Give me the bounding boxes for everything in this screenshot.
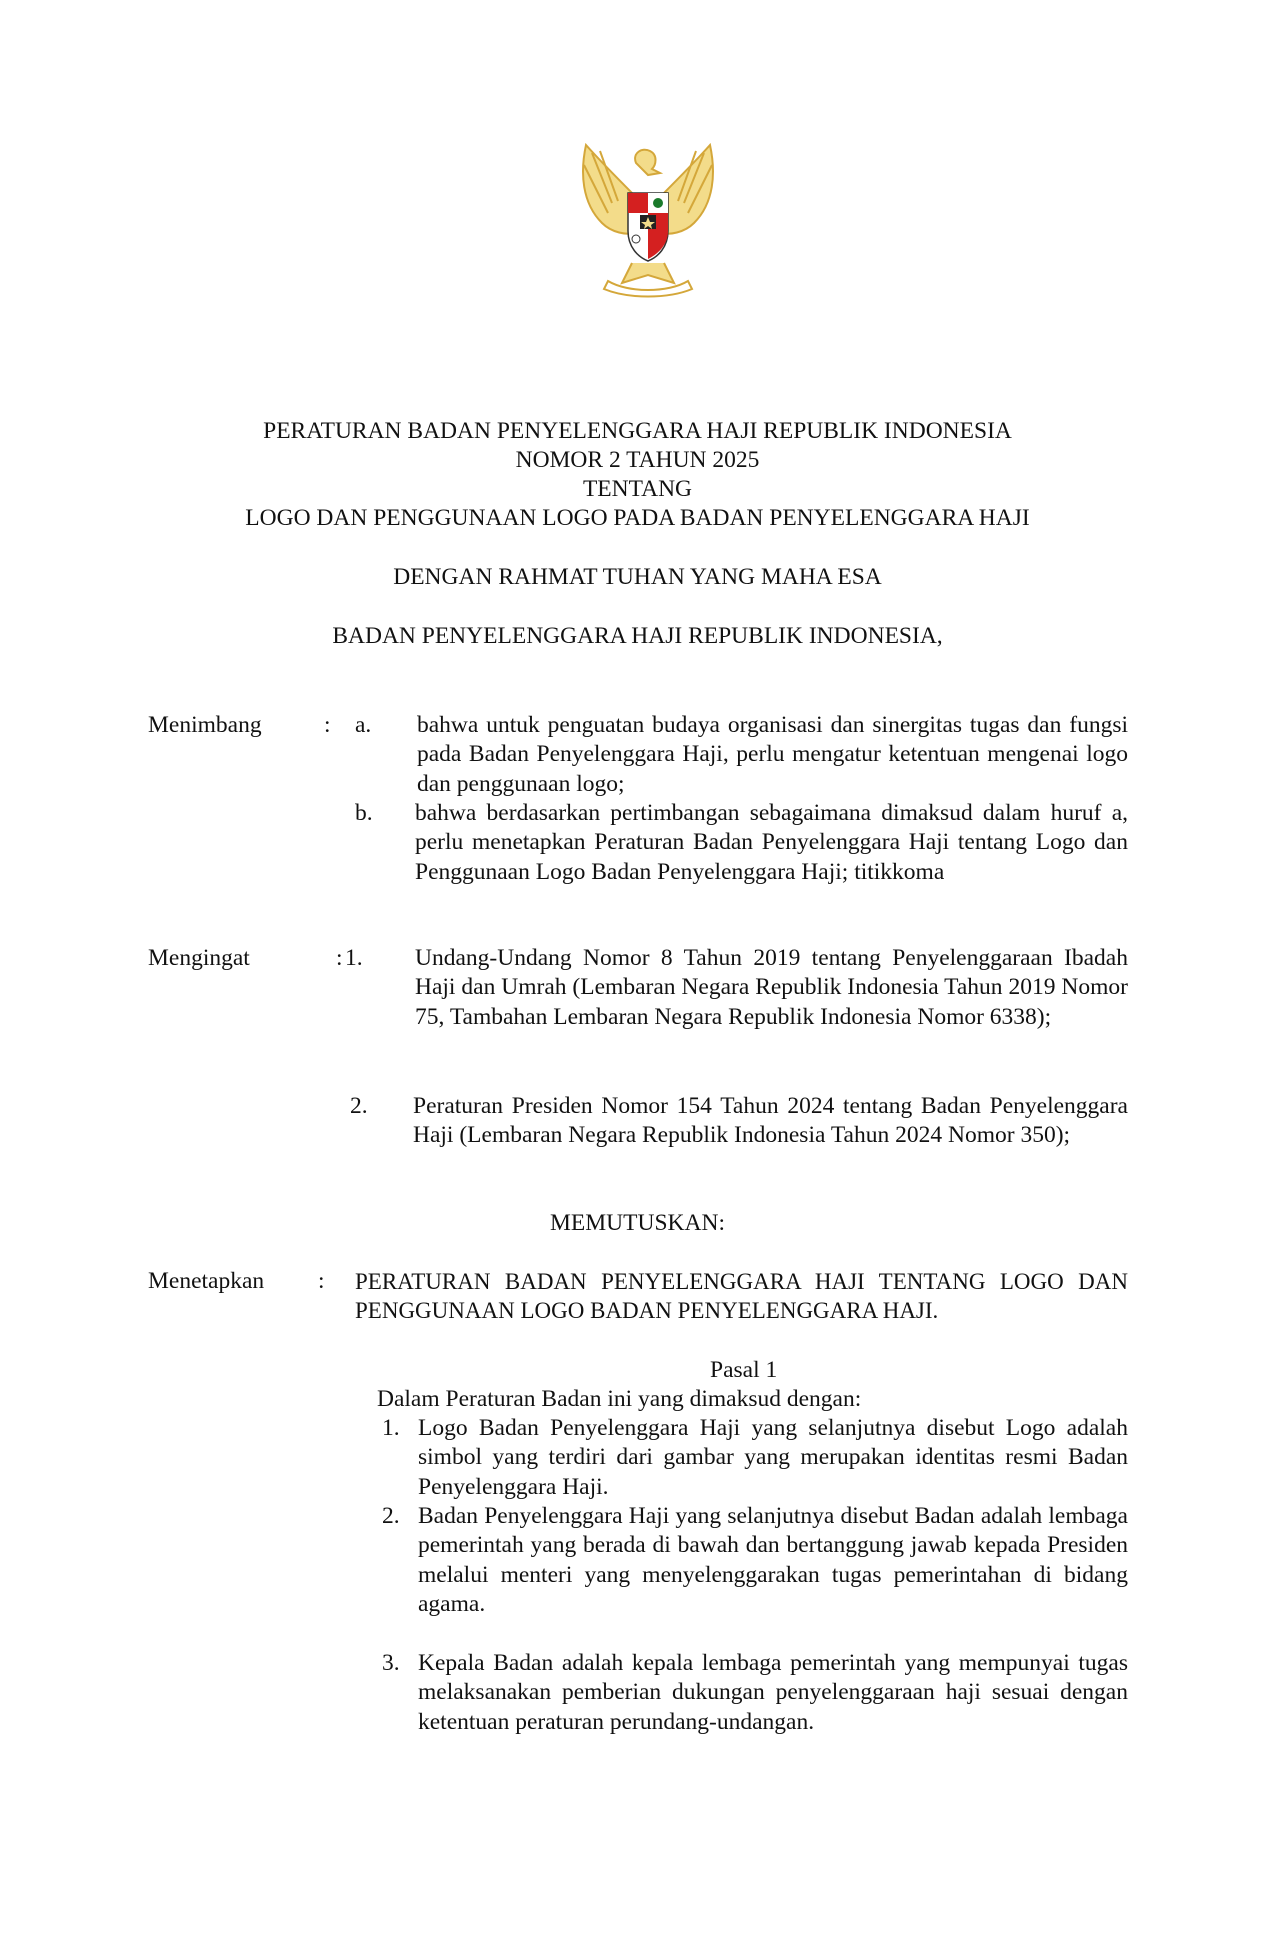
garuda-pancasila-emblem [572, 143, 724, 298]
menetapkan-text: PERATURAN BADAN PENYELENGGARA HAJI TENTANG LOGO DAN PENGGUNAAN LOGO BADAN PENYELENGGARA HAJI. [355, 1269, 1128, 1324]
pasal-1-heading: Pasal 1 [710, 1357, 778, 1383]
menimbang-item-a: bahwa untuk penguatan budaya organisasi dan sinergitas tugas dan fungsi pada Badan Penyelenggara Haji, perlu mengatur ketentuan mengenai logo dan penggunaan logo; [417, 712, 1128, 797]
menimbang-label: Menimbang [148, 712, 262, 738]
menimbang-marker-a: a. [355, 712, 372, 738]
pasal-1-item-3: Kepala Badan adalah kepala lembaga pemerintah yang mempunyai tugas melaksanakan pemberian dukungan penyelenggaraan haji sesuai dengan ketentuan peraturan perundang-undangan. [418, 1650, 1128, 1735]
mengingat-label: Mengingat [148, 945, 250, 971]
mengingat-item-2: Peraturan Presiden Nomor 154 Tahun 2024 tentang Badan Penyelenggara Haji (Lembaran Negara Republik Indonesia Tahun 2024 Nomor 350); [413, 1093, 1128, 1149]
pasal-1-item-2: Badan Penyelenggara Haji yang selanjutnya disebut Badan adalah lembaga pemerintah yang berada di bawah dan bertanggung jawab kepada Presiden melalui menteri yang menyelenggarakan tugas pemerintahan di bidang agama. [418, 1503, 1128, 1617]
invocation: DENGAN RAHMAT TUHAN YANG MAHA ESA [393, 564, 882, 590]
mengingat-item-1: Undang-Undang Nomor 8 Tahun 2019 tentang Penyelenggaraan Ibadah Haji dan Umrah (Lembaran Negara Republik Indonesia Tahun 2019 Nomor 75, Tambahan Lembaran Negara Republik Indonesia Nomor 6338); [415, 945, 1128, 1030]
menimbang-marker-b: b. [355, 800, 373, 826]
title-line-4: LOGO DAN PENGGUNAAN LOGO PADA BADAN PENYELENGGARA HAJI [245, 505, 1030, 531]
pasal-1-marker-1: 1. [382, 1415, 400, 1441]
mengingat-colon: : [336, 945, 343, 971]
menimbang-colon: : [324, 712, 331, 738]
title-line-2: NOMOR 2 TAHUN 2025 [515, 447, 760, 473]
menimbang-item-b: bahwa berdasarkan pertimbangan sebagaimana dimaksud dalam huruf a, perlu menetapkan Peraturan Badan Penyelenggara Haji tentang Logo dan Penggunaan Logo Badan Penyelenggara Haji; titikkoma [415, 800, 1128, 885]
pasal-1-intro: Dalam Peraturan Badan ini yang dimaksud dengan: [377, 1386, 862, 1412]
mengingat-marker-2: 2. [350, 1093, 368, 1119]
mengingat-marker-1: 1. [345, 945, 363, 971]
pasal-1-item-1: Logo Badan Penyelenggara Haji yang selanjutnya disebut Logo adalah simbol yang terdiri dari gambar yang merupakan identitas resmi Badan Penyelenggara Haji. [418, 1415, 1128, 1500]
pasal-1-marker-3: 3. [382, 1650, 400, 1676]
memutuskan-heading: MEMUTUSKAN: [550, 1210, 725, 1236]
title-line-3: TENTANG [582, 476, 693, 502]
pasal-1-marker-2: 2. [382, 1503, 400, 1529]
menetapkan-colon: : [318, 1268, 325, 1294]
issuer: BADAN PENYELENGGARA HAJI REPUBLIK INDONESIA, [332, 623, 943, 649]
menetapkan-label: Menetapkan [148, 1268, 265, 1294]
title-line-1: PERATURAN BADAN PENYELENGGARA HAJI REPUBLIK INDONESIA [263, 418, 1012, 444]
